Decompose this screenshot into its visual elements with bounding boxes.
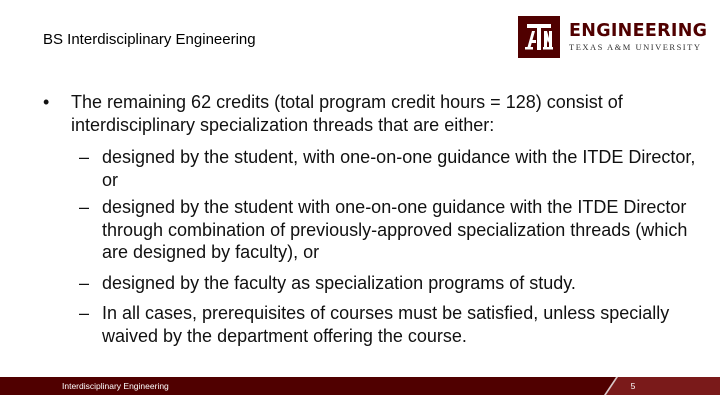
sub-bullet-marker: – [79,303,90,323]
footer-wedge-decoration [604,377,720,395]
logo-engineering-text: ENGINEERING [569,20,708,41]
bullet-text: The remaining 62 credits (total program credit hours = 128) consist of interdisciplinary specialization threads that are either: [71,92,623,135]
sub-bullet-text: designed by the student with one-on-one guidance with the ITDE Director through combination of previously-approved specialization threads (which are designed by faculty), or [102,197,688,263]
sub-bullet-marker: – [79,273,90,293]
logo-university-text: TEXAS A&M UNIVERSITY [569,42,702,52]
footer-label: Interdisciplinary Engineering [62,381,169,391]
sub-bullet-marker: – [79,147,90,167]
sub-bullet-text: In all cases, prerequisites of courses must be satisfied, unless specially waived by the department offering the course. [102,303,670,346]
slide-footer [0,377,720,395]
sub-bullet-marker: – [79,197,90,217]
slide-title: BS Interdisciplinary Engineering [43,31,256,48]
slide-number: 5 [630,381,636,391]
sub-bullet-text: designed by the student, with one-on-one guidance with the ITDE Director, or [102,147,696,190]
sub-bullet-text: designed by the faculty as specialization programs of study. [102,273,576,293]
bullet-marker: • [43,92,50,112]
